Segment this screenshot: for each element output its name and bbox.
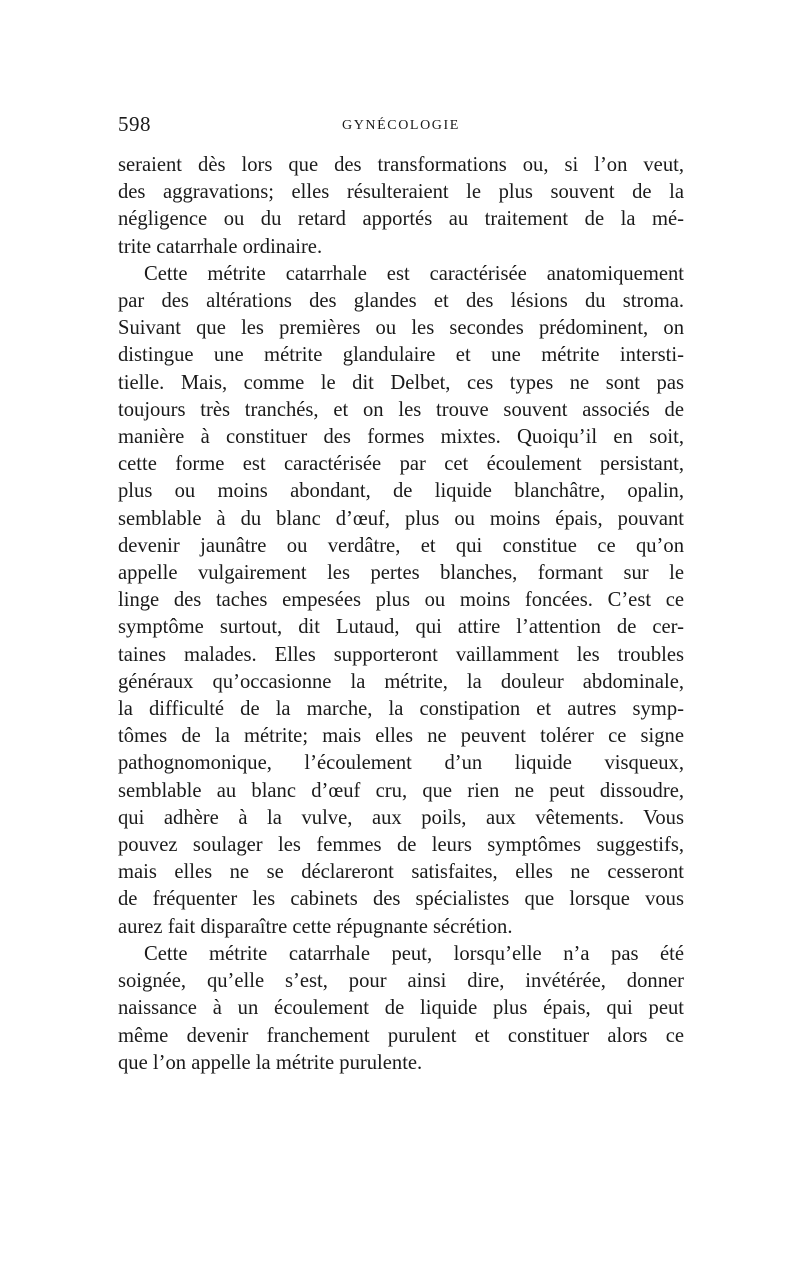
text-line: tômes de la métrite; mais elles ne peuvent tolérer ce signe: [118, 725, 684, 748]
page-number: 598: [118, 112, 151, 136]
text-line: appelle vulgairement les pertes blanches, formant sur le: [118, 562, 684, 585]
text-line: seraient dès lors que des transformations ou, si l’on veut,: [118, 154, 684, 176]
text-line: tielle. Mais, comme le dit Delbet, ces types ne sont pas: [118, 371, 684, 394]
text-line: semblable au blanc d’œuf cru, que rien ne peut dissoudre,: [118, 779, 684, 802]
running-title: GYNÉCOLOGIE: [342, 118, 460, 133]
text-line: pathognomonique, l’écoulement d’un liquide visqueux,: [118, 752, 684, 775]
text-line: cette forme est caractérisée par cet écoulement persistant,: [118, 453, 684, 476]
text-line: naissance à un écoulement de liquide plus épais, qui peut: [118, 997, 684, 1020]
text-line: manière à constituer des formes mixtes. Quoiqu’il en soit,: [118, 426, 684, 449]
text-line: Cette métrite catarrhale peut, lorsqu’elle n’a pas été: [144, 942, 684, 965]
text-line: linge des taches empesées plus ou moins foncées. C’est ce: [118, 589, 684, 612]
text-line: soignée, qu’elle s’est, pour ainsi dire, invétérée, donner: [118, 970, 684, 993]
text-line: par des altérations des glandes et des lésions du stroma.: [118, 290, 684, 313]
text-line: mais elles ne se déclareront satisfaites, elles ne cesseront: [118, 861, 684, 884]
paragraph-3: [118, 941, 684, 1077]
text-line: taines malades. Elles supporteront vaillamment les troubles: [118, 643, 684, 666]
text-line: trite catarrhale ordinaire.: [118, 235, 323, 258]
paragraph-2: [118, 261, 684, 941]
text-line: Cette métrite catarrhale est caractérisée anatomiquement: [144, 262, 684, 285]
text-line: distingue une métrite glandulaire et une métrite intersti-: [118, 344, 684, 367]
text-line: devenir jaunâtre ou verdâtre, et qui constitue ce qu’on: [118, 534, 684, 557]
paragraph-1: [118, 152, 684, 261]
text-line: aurez fait disparaître cette répugnante sécrétion.: [118, 915, 513, 938]
text-line: Suivant que les premières ou les secondes prédominent, on: [118, 317, 684, 340]
text-line: des aggravations; elles résulteraient le plus souvent de la: [118, 181, 684, 204]
text-line: symptôme surtout, dit Lutaud, qui attire l’attention de cer-: [118, 616, 684, 639]
text-line: négligence ou du retard apportés au traitement de la mé-: [118, 208, 684, 231]
text-line: de fréquenter les cabinets des spécialistes que lorsque vous: [118, 888, 684, 911]
text-line: la difficulté de la marche, la constipation et autres symp-: [118, 698, 684, 721]
text-line: qui adhère à la vulve, aux poils, aux vêtements. Vous: [118, 806, 684, 829]
text-line: que l’on appelle la métrite purulente.: [118, 1051, 423, 1074]
text-line: pouvez soulager les femmes de leurs symptômes suggestifs,: [118, 834, 684, 857]
running-head: [118, 112, 684, 142]
text-line: plus ou moins abondant, de liquide blanchâtre, opalin,: [118, 480, 684, 503]
text-line: même devenir franchement purulent et constituer alors ce: [118, 1024, 684, 1047]
text-line: semblable à du blanc d’œuf, plus ou moins épais, pouvant: [118, 507, 684, 530]
text-line: toujours très tranchés, et on les trouve souvent associés de: [118, 398, 684, 421]
text-line: généraux qu’occasionne la métrite, la douleur abdominale,: [118, 670, 684, 693]
body-text: [118, 152, 684, 1077]
